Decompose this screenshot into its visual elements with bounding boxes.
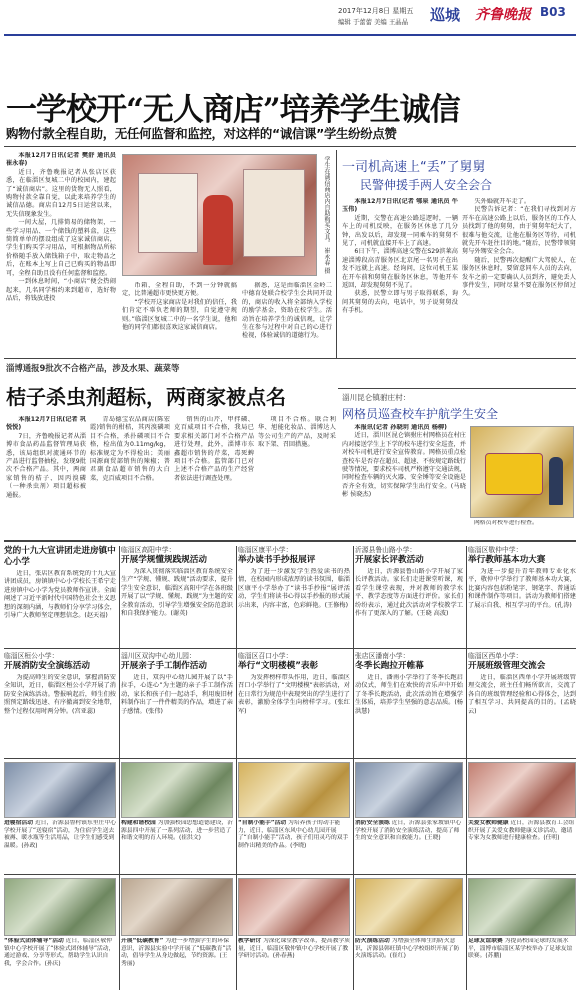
brief-caption-title: 构建和谐校园 <box>121 820 156 826</box>
photo-brief-3-3 <box>238 762 350 872</box>
lead-photo-caption: 学生在诚信商店内自助购买文具。 崔永春 摄 <box>323 156 330 274</box>
brief-text: 为发挥榜样带头作用，近日，临淄区召口小学举行了“文明楼模”表彰活动，对在日常行为规范中表现突出的学生进行了表彰，激励全体学生向榜样学习。(张红军) <box>238 674 350 715</box>
page-header <box>0 0 580 38</box>
bus-photo-caption: 网格员对校车进行检查。 <box>474 520 538 526</box>
lead-subhead: 购物付款全程自助，无任何监督和监控，对这样的“诚信课”学生纷纷点赞 <box>6 126 397 141</box>
brief-text: 为提高师生的安全意识，掌握消防安全知识，近日，临淄区桓公小学开展了消防安全演练活动。警报响起后，师生们按照预定路线迅速、有序撤离到安全地带，整个过程仅用时两分钟。(宫亚蕊) <box>4 674 116 715</box>
brief-photo <box>468 762 576 818</box>
bus-headline: 网格员巡查校车护航学生安全 <box>342 407 499 421</box>
brief-kicker: 临淄区康平小学： <box>238 546 293 554</box>
brief-caption <box>355 820 463 870</box>
newspaper-logo: 齐鲁晚报 <box>475 7 531 23</box>
fruit-kicker: 淄博通报9批次不合格产品，涉及水果、蔬菜等 <box>6 363 180 373</box>
photo-grid-row4 <box>4 878 576 990</box>
brief-title: 开展家长评教活动 <box>355 555 424 565</box>
brief-caption-title: 进寝宿活动 <box>4 820 33 826</box>
fruit-headline: 桔子杀虫剂超标，两商家被点名 <box>6 385 286 409</box>
lead-col1-p1: 近日，齐鲁晚报记者从张店区获悉，在临淄区复城二中的校园内，建起了“诚信商店”。这里的货物无人照看，购物付款全靠自觉，以此来培养学生的诚信品德。商店自12月5日运营以来，无失信现象发生。 <box>6 168 116 218</box>
lead-col1-p3: 一到休息时间，“小商店”便会热闹起来，几名同学相约来到超市，选好物品后，将钱放进投 <box>6 278 116 302</box>
photo-brief-4-4 <box>355 878 463 990</box>
fruit-col4 <box>258 416 336 536</box>
brief-text: 近日，沂源县鲁山路小学开展了家长评教活动。家长们走进课堂听课，观看学生课堂表现，并对教师的教学水平、教学态度等方面进行评价。家长们纷纷表示，通过此次活动对学校教学工作有了更深入的了解。(王晓 高波) <box>355 568 463 618</box>
student-figure <box>203 195 233 265</box>
brief-2-3 <box>238 652 350 756</box>
lead-col1 <box>6 152 116 354</box>
brief-caption <box>4 820 116 870</box>
driver-byline: 本报12月7日讯(记者 郇泉 通讯员 牛玉伟) <box>342 198 458 214</box>
brief-1-5 <box>468 546 576 646</box>
driver-col2 <box>462 198 576 354</box>
school-bus <box>485 453 543 495</box>
bus-text-p1: 近日，淄川区昆仑镇驸庄村网格员在村庄内对接送学生上下学的校车进行安全巡查，并对校车司机进行安全宣传教育。网格员重点检查校车是否存在超员、超速、不按规定路线行驶等情况，要求校车司机严格遵守交通法规，同时检查车辆的灭火器、安全锤等安全设施是否齐全有效，切实保障学生出行安全。(马晓彬 侯晓杰) <box>342 432 466 499</box>
brief-caption-title: 教学研讨 <box>238 938 262 944</box>
brief-caption-text: 为进一步增强学生的环保意识，沂源县实验中学开展了“低碳教育”活动，倡导学生从身边做起，节约资源。(王秀丽) <box>121 938 232 967</box>
fruit-byline: 本报12月7日讯(记者 巩悦悦) <box>6 416 86 432</box>
brief-photo <box>4 762 116 818</box>
brief-grid-row2 <box>4 652 576 756</box>
driver-headline: 一司机高速上“丢”了舅舅 <box>342 160 486 175</box>
header-editors: 编辑 于蕾蕾 美编 王晶晶 <box>338 18 408 26</box>
driver-col1-p2: 6日下午，淄博高速交警在S29滨莱高速淄博段高青服务区北京尾一名男子在出发不远就上高速。经询问，这位司机王某在开车前和舅舅在服务区休息，等他开车返回，却发现舅舅不见了。 <box>342 248 458 290</box>
bus-text <box>342 424 466 538</box>
brief-caption-text: 为深化课堂教学改革，提高教学质量，近日，临淄区敬仲镇中心学校开展了教学研讨活动。(孙春燕) <box>238 938 350 960</box>
brief-photo <box>468 878 576 936</box>
brief-caption <box>121 938 233 988</box>
brief-title: 开展学规懂规践规活动 <box>121 555 207 565</box>
brief-caption <box>4 938 116 988</box>
section-rule <box>4 358 576 359</box>
lead-byline: 本报12月7日讯(记者 樊舒 通讯员 崔永春) <box>6 152 116 168</box>
photo-brief-3-2 <box>121 762 233 872</box>
lead-col2-p2: “学校开这家商店是对我们的信任，我们肯定不辜负老师的期望，自觉遵守规则。”临淄区复城二中的一名学生说，他和他的同学们都很喜欢这家诚信商店。 <box>122 298 237 332</box>
photo-brief-4-3 <box>238 878 350 990</box>
fruit-col2-p1: 青岛德宝农品商店(陈宏霞)销售的柑桔，其丙溴磷项目不合格，杀扑磷项目不合格，检出值为0.11mg/kg，标准规定为不得检出；美丽国源商贸部销售的辣椒；普君副食品超市销售的大白菜，克百威项目不合格。 <box>90 416 170 482</box>
brief-caption-title: 消防安全演练 <box>355 820 390 826</box>
driver-col1-p1: 近期，交警在高速公路巡逻时，一辆车上的司机反映，在服务区休息了几分钟，出发以后，却发现一同乘车的舅舅不见了，司机就直接开车上了高速。 <box>342 214 458 248</box>
driver-subhead: 民警伸援手两人安全会合 <box>360 178 493 192</box>
brief-caption-text: 近日，沂源县教育工会组织开展了关爱女教师健康义诊活动，邀请专家为女教师进行健康检查。(任明) <box>468 820 575 842</box>
brief-photo <box>238 762 350 818</box>
brief-title: 党的十九大宣讲团走进房镇中心小学 <box>4 546 116 567</box>
bus-kicker: 淄川昆仑镇驸庄村： <box>342 393 411 402</box>
lead-headline: 一学校开“无人商店”培养学生诚信 <box>6 92 460 128</box>
brief-caption-title: 开展“低碳教育” <box>121 938 164 944</box>
driver-col2-p3: 随后，民警再次提醒广大驾驶人，在服务区休息时，要留意同车人员的去向，发车之前一定要确认人员到齐，避免丢人事件发生，同时尽量不要在服务区停留过久。 <box>462 256 576 298</box>
photo-grid-row3 <box>4 762 576 872</box>
lead-col1-p2: 一间大屋，几排简易的储物架，一些学习用品、一个储钱的塑料盒，这些简简单单的摆设组成了这家诚信商店，学生们购买学习用品，可根据物品所标价格随手放入储钱箱子中，取走物品之后，在账本上写上自己已购买的物品即可，全程自助且没有任何监督和监控。 <box>6 219 116 277</box>
col-divider <box>336 150 337 358</box>
fruit-col3 <box>174 416 254 536</box>
brief-kicker: 临淄区桓公小学： <box>4 652 59 660</box>
lead-col2 <box>122 282 237 354</box>
brief-text: 近日，潘南小学举行了冬季长跑启动仪式，师生们在欢快的音乐声中开始了冬季长跑活动，此次活动旨在增强学生体质，培养学生坚强的意志品质。(杨洪慧) <box>355 674 463 715</box>
brief-text: 近日，临淄区西单小学开展班级管理交流会，班主任们畅所欲言，交流了各自的班级管理经验和心得体会，达到了相互学习、共同提高的目的。(孟晓云) <box>468 674 576 715</box>
brief-title: 举行“文明楼模”表彰 <box>238 661 319 671</box>
grid-rule <box>4 874 576 875</box>
brief-title: 开展班级管理交流会 <box>468 661 546 671</box>
brief-caption-title: 关爱女教师健康 <box>468 820 509 826</box>
header-date: 2017年12月8日 星期五 <box>338 7 414 15</box>
lead-col3 <box>242 282 332 354</box>
photo-brief-4-2 <box>121 878 233 990</box>
brief-kicker: 临淄区西单小学： <box>468 652 523 660</box>
brief-photo <box>355 762 463 818</box>
grid-rule <box>4 648 576 649</box>
grid-divider <box>353 546 354 990</box>
brief-caption-title: “体验式团体辅导”活动 <box>4 938 64 944</box>
section-rule <box>4 540 576 542</box>
grid-divider <box>236 546 237 990</box>
brief-caption <box>121 820 233 870</box>
grid-rule <box>4 758 576 759</box>
brief-caption-title: 防火演练活动 <box>355 938 390 944</box>
bus-byline: 本报讯(记者 孙晓玥 通讯员 杨柳) <box>354 424 447 431</box>
fruit-col1 <box>6 416 86 536</box>
brief-caption-title: “自制小能手”活动 <box>238 820 287 826</box>
brief-photo <box>238 878 350 936</box>
brief-text: 为了进一步激发学生热爱读书的热情，在校园内形成浓厚的读书氛围，临淄区康平小学举办了“读书手抄报”展评活动，学生们将读书心得以手抄报的形式展示出来，内容丰富，色彩鲜艳。(王修梅) <box>238 568 350 609</box>
brief-caption <box>355 938 463 988</box>
brief-2-5 <box>468 652 576 756</box>
brief-kicker: 张店区潘南小学： <box>355 652 410 660</box>
brief-caption <box>238 820 350 870</box>
driver-col1 <box>342 198 458 354</box>
brief-text: 近日，双沟中心幼儿园开展了以“手拉手，心连心”为主题的亲子手工制作活动，家长和孩子们一起动手，利用废旧材料制作出了一件件精美的作品，增进了亲子感情。(张伟) <box>121 674 233 715</box>
brief-grid-row1 <box>4 546 576 646</box>
brief-1-4 <box>355 546 463 646</box>
shelf-graphic <box>138 173 198 253</box>
brief-title: 举行教师基本功大赛 <box>468 555 546 565</box>
driver-col1-p3: 获悉，民警立即与男子取得联系，询问其舅舅的去向，电话中，男子说舅舅没有手机。 <box>342 290 458 315</box>
brief-caption-text: 为增强全体师生的防火意识，沂源县韩旺镇中心学校组织开展了防火演练活动。(崔红) <box>355 938 460 960</box>
photo-brief-3-1 <box>4 762 116 872</box>
fruit-col4-p1: 项目不合格。联合利华、旭能化妆品、淄博达人等公司生产的产品，及时采取下架、召回措施。 <box>258 416 336 449</box>
brief-kicker: 临淄区高阳中学： <box>121 546 176 554</box>
brief-text: 为深入贯彻落实临淄区教育系统安全生产“学规、懂规、践规”活动要求，提升学生安全意识，临淄区高阳中学在各班级开展了以“学规、懂规、践规”为主题的安全教育活动，引导学生增强安全防范意识和自我保护能力。(谢英) <box>121 568 233 618</box>
brief-photo <box>4 878 116 936</box>
brief-text: 为进一步提升青年教师专业化水平，敬仲中学举行了教师基本功大赛，比赛内容包括粉笔字、钢笔字、普通话和课件制作等项目。活动为教师们搭建了展示自我、相互学习的平台。(孔涛) <box>468 568 576 609</box>
fruit-col2 <box>90 416 170 536</box>
fruit-col3-p1: 销售的山芹，甲拌磷、克百威项目不合格，我局已要求相关部门对不合格产品进行处理，此外，淄博市东鑫超市销售的芹菜，毒死蜱项目不合格。监管部门已对上述不合格产品的生产经营者依法进行调查处理。 <box>174 416 254 482</box>
brief-photo <box>121 762 233 818</box>
lead-col2-p1: 币箱，全程自助，不到一分钟就搞定，比普通超市更快更方便。 <box>122 282 237 298</box>
brief-caption-text: 近日，沂源县鲁村镇东里庄中心学校开展了“送寝宿”活动，为住宿学生送去被褥、暖水瓶等生活用品，让学生们感受到温暖。(孙政) <box>4 820 116 849</box>
photo-brief-4-1 <box>4 878 116 990</box>
brief-caption <box>468 820 576 870</box>
photo-brief-3-5 <box>468 762 576 872</box>
page-number: B03 <box>540 5 566 19</box>
photo-brief-3-4 <box>355 762 463 872</box>
brief-1-2 <box>121 546 233 646</box>
bus-photo <box>470 426 574 518</box>
brief-photo <box>355 878 463 936</box>
shelf-graphic <box>243 169 305 257</box>
brief-kicker: 临淄区召口小学： <box>238 652 293 660</box>
brief-caption <box>238 938 350 988</box>
brief-caption-text: 为培养孩子的动手能力，近日，临淄区东风中心幼儿园开展了“自制小能手”活动，孩子们用灵巧的双手制作出精美的作品。(李晓) <box>238 820 349 849</box>
photo-brief-4-5 <box>468 878 576 990</box>
brief-caption-text: 为提高校园足球的发展水平，淄博市临淄区某学校举办了足球友谊联赛。(苏鹏) <box>468 938 573 960</box>
grid-divider <box>119 546 120 990</box>
brief-1-3 <box>238 546 350 646</box>
driver-col2-p1: 失外婚就开车走了。 <box>474 198 531 205</box>
brief-2-4 <box>355 652 463 756</box>
brief-kicker: 临淄区敬仲中学： <box>468 546 523 554</box>
brief-title: 开展消防安全演练活动 <box>4 661 90 671</box>
brief-caption-text: 近日，沂源县张家坡镇中心学校开展了消防安全演练活动，提高了师生的安全意识和自救能力。(王晓) <box>355 820 462 842</box>
brief-title: 开展亲子手工制作活动 <box>121 661 207 671</box>
brief-2-1 <box>4 652 116 756</box>
brief-title: 冬季长跑拉开帷幕 <box>355 661 424 671</box>
lead-rule <box>4 146 576 147</box>
brief-title: 举办读书手抄报展评 <box>238 555 316 565</box>
lead-photo <box>122 154 317 276</box>
brief-caption-text: 为加强校园思想道德建设，沂源县四中开展了一系列活动，进一步营造了和谐文明的育人环境。(崔洪文) <box>121 820 233 842</box>
person-figure <box>549 457 563 505</box>
section-name: 巡城 <box>430 6 461 24</box>
driver-col2-p2: 民警告诉记者：“在我们寻找到对方开车在高速公路上以后，服务区的工作人员找到了他的舅舅，由于舅舅年纪大了，很难与他交流，让他在服务区等待，司机就先开车赶往目的地。”随后，民警带领舅舅与外甥安全会合。 <box>462 206 576 256</box>
brief-2-2 <box>121 652 233 756</box>
header-rule <box>4 34 576 36</box>
grid-divider <box>466 546 467 990</box>
lead-col3-p1: 据悉，这是由临淄区金岭二中德育处联合校学生会共同开设的，商店的收入将全部纳入学校的励学基金，资助在校学生。活动旨在培养学生的诚信观，让学生在参与过程中对自己的心进行检视，体验诚信的道德行为。 <box>242 282 332 340</box>
brief-1-1 <box>4 546 116 646</box>
brief-kicker: 淄川区双沟中心幼儿园： <box>121 652 196 660</box>
brief-caption-text: 近日，临淄区敬仲镇中心学校开展了“体验式团体辅导”活动，通过游戏、分享等形式，帮助学生认识自我，学会合作。(孙庆) <box>4 938 115 967</box>
brief-kicker: 沂源县鲁山路小学： <box>355 546 417 554</box>
brief-caption-title: 足球友谊联赛 <box>468 938 503 944</box>
col-divider <box>338 388 576 389</box>
brief-text: 近日，张店区教育系统党的十九大宣讲团成员，房镇镇中心小学校长王希宁走进房镇中心小学为党员教师作宣讲。全面阐述了习近平新时代中国特色社会主义思想的深刻内涵，与教师们分享学习体会，引导广大教师坚定理想信念。(赵天福) <box>4 570 116 620</box>
brief-photo <box>121 878 233 936</box>
brief-caption <box>468 938 576 988</box>
fruit-col1-p1: 7日，齐鲁晚报记者从淄博市食品药品监督管理局获悉，该局组织对流通环节的产品进行监督抽检，发现9批次不合格产品。其中，两商家销售的桔子、因丙溴磷（一种杀虫剂）项目超标被通报。 <box>6 432 86 499</box>
